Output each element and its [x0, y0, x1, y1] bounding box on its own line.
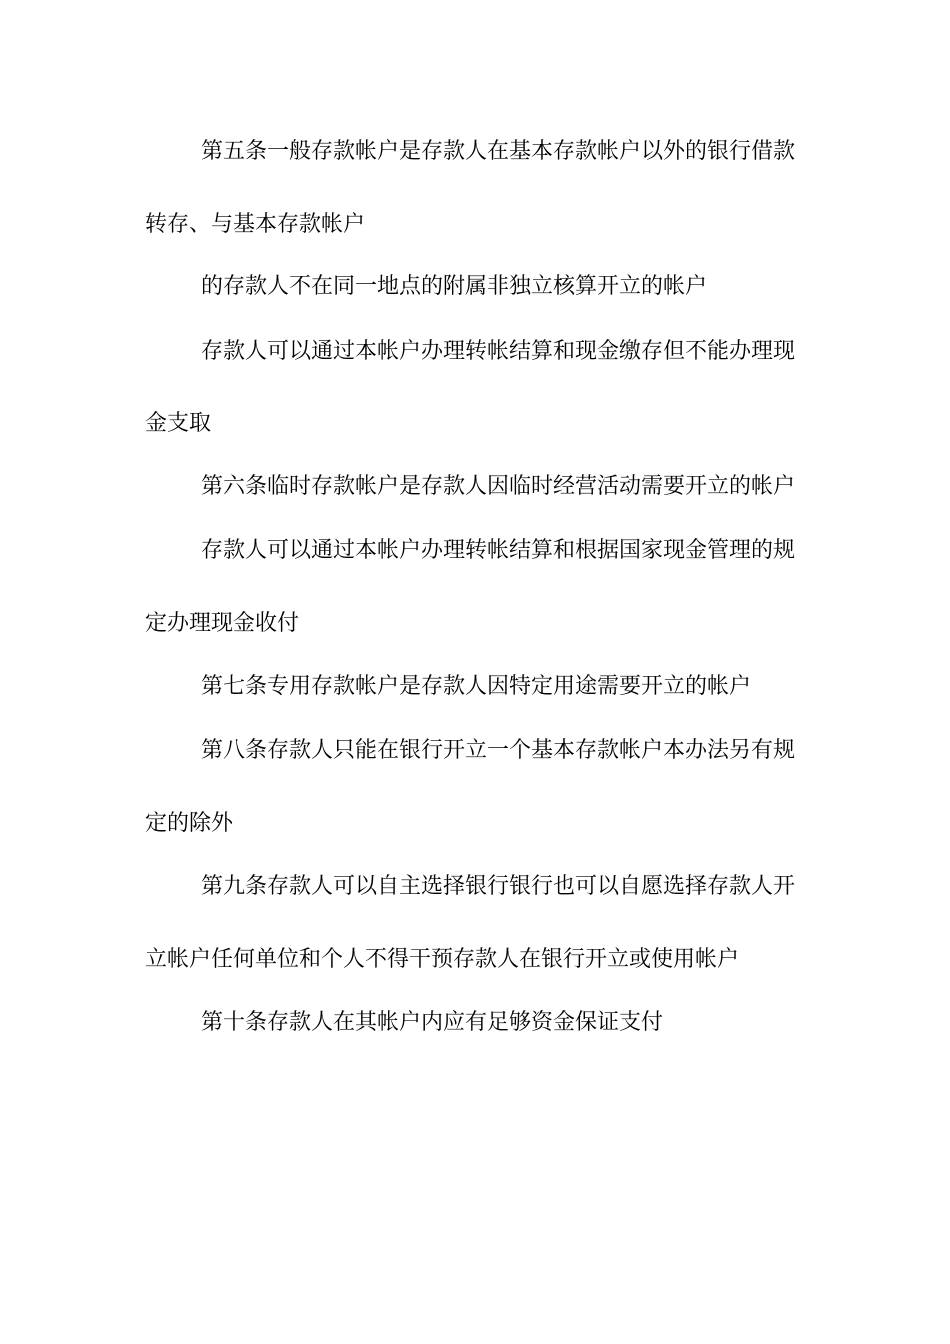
- paragraph-line: 第七条专用存款帐户是存款人因特定用途需要开立的帐户: [201, 674, 752, 699]
- paragraph-line: 存款人可以通过本帐户办理转帐结算和根据国家现金管理的规: [201, 538, 796, 563]
- paragraph-line: 立帐户任何单位和个人不得干预存款人在银行开立或使用帐户: [145, 947, 740, 972]
- paragraph-line: 第十条存款人在其帐户内应有足够资金保证支付: [201, 1010, 664, 1035]
- paragraph-line: 存款人可以通过本帐户办理转帐结算和现金缴存但不能办理现: [201, 339, 796, 364]
- paragraph-line: 的存款人不在同一地点的附属非独立核算开立的帐户: [201, 274, 708, 299]
- paragraph-line: 第五条一般存款帐户是存款人在基本存款帐户以外的银行借款: [201, 139, 796, 164]
- paragraph-line: 转存、与基本存款帐户: [145, 212, 366, 237]
- paragraph-line: 金支取: [145, 411, 212, 436]
- paragraph-line: 定的除外: [145, 811, 234, 836]
- paragraph-line: 定办理现金收付: [145, 611, 300, 636]
- paragraph-line: 第八条存款人只能在银行开立一个基本存款帐户本办法另有规: [201, 738, 796, 763]
- paragraph-line: 第九条存款人可以自主选择银行银行也可以自愿选择存款人开: [201, 874, 796, 899]
- paragraph-line: 第六条临时存款帐户是存款人因临时经营活动需要开立的帐户: [201, 474, 796, 499]
